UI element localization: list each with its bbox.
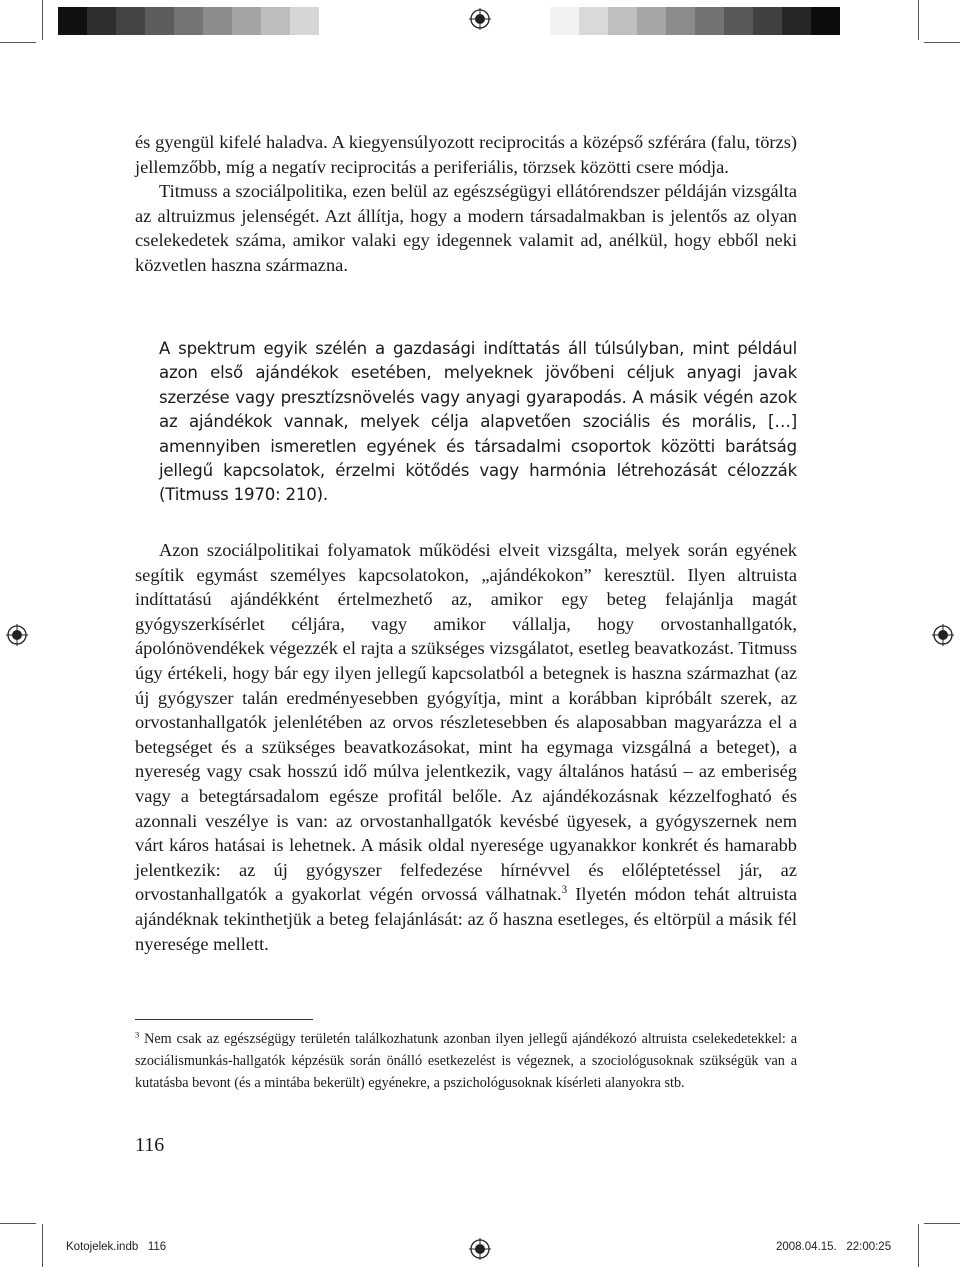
- color-swatch: [58, 7, 87, 35]
- color-swatch: [724, 7, 753, 35]
- footnote-number: 3: [135, 1029, 140, 1040]
- color-swatch: [666, 7, 695, 35]
- registration-mark-icon: [932, 624, 954, 646]
- registration-mark-icon: [469, 8, 491, 30]
- color-swatch: [174, 7, 203, 35]
- color-swatch: [753, 7, 782, 35]
- crop-mark: [42, 0, 43, 40]
- block-quote: A spektrum egyik szélén a gazdasági indíttatás áll túlsúlyban, mint például azon első ajándékok esetében, melyeknek jövőbeni céljuk anyagi javak szerzése vagy presztízsnövelés vagy anyagi gyarapodás. A másik végén azok az ajándékok vannak, melyek célja alapvetően szociális és morális, […] amennyiben ismeretlen egyének és társadalmi csoportok közötti barátság jellegű kapcsolatok, érzelmi kötődés vagy harmónia létrehozását célozzák (Titmuss 1970: 210).: [159, 339, 797, 505]
- crop-mark: [0, 42, 36, 43]
- crop-mark: [924, 42, 960, 43]
- slug-datetime: 2008.04.15. 22:00:25: [776, 1241, 892, 1253]
- registration-mark-icon: [6, 624, 28, 646]
- crop-mark: [918, 1224, 919, 1267]
- color-swatch: [116, 7, 145, 35]
- paragraph: és gyengül kifelé haladva. A kiegyensúlyozott reciprocitás a középső szférára (falu, törzs) jellemzőbb, míg a negatív reciprocitás a periferiális, törzsek közötti csere módja.: [135, 132, 797, 177]
- color-swatch: [319, 7, 348, 35]
- paragraph-text: Azon szociálpolitikai folyamatok működési elveit vizsgálta, melyek során egyének segítik egymást személyes kapcsolatokon, „ajándékokon” keresztül. Ilyen altruista indíttatású ajándékként értelmezhető az, amikor egy beteg felajánlja magát gyógyszerkísérlet céljára, vagy amikor vállalja, hogy orvostanhallgatók, ápolónövendékek végezzék el rajta a szükséges vizsgálatot, esetleg beavatkozást. Titmuss úgy értékeli, hogy bár egy ilyen jellegű kapcsolatból a betegnek is haszna származhat (az új gyógyszer talán eredményesebben gyógyítja, mint a korábban kipróbált szerek, az orvostanhallgatók jelenlétében az orvos részletesebben és alaposabban magyarázza el a betegséget és a szükséges beavatkozásokat, mint ha egymaga vizsgálná a beteget), a nyereség vagy csak hosszú idő múlva jelentkezik, vagy általános hatású – az emberiség vagy a betegtársadalom egésze profitál belőle. Az ajándékozásnak kézzelfogható és azonnali veszélye is van: az orvostanhallgatók kevésbé ügyesek, a gyógyszernek nem várt káros hatásai is lehetnek. A másik oldal nyeresége ugyanakkor konkrét és hamarabb jelentkezik: az új gyógyszer felfedezése hírnévvel és előléptetéssel jár, az orvostanhallgatók a gyakorlat végén orvossá válhatnak.: [135, 540, 797, 905]
- color-swatch: [290, 7, 319, 35]
- color-bar-right: [550, 7, 840, 35]
- color-bar-left: [58, 7, 348, 35]
- color-swatch: [232, 7, 261, 35]
- paragraph: [135, 538, 797, 956]
- color-swatch: [637, 7, 666, 35]
- registration-mark-icon: [469, 1238, 491, 1260]
- paragraph: Titmuss a szociálpolitika, ezen belül az egészségügyi ellátórendszer példáján vizsgálta az altruizmus jelenségét. Azt állítja, hogy a modern társadalmakban is jelentős az olyan cselekedetek száma, amikor valaki egy idegennek valamit ad, anélkül, hogy ebből neki közvetlen haszna származna.: [135, 181, 797, 275]
- color-swatch: [145, 7, 174, 35]
- color-swatch: [608, 7, 637, 35]
- color-swatch: [550, 7, 579, 35]
- body-text-main: [135, 538, 797, 956]
- page-number: 116: [135, 1134, 165, 1156]
- paragraph-text: Ilyetén módon tehát altruista ajándéknak tekinthetjük a beteg felajánlását: az ő haszna esetleges, és eltörpül a másik fél nyeresége mellett.: [135, 884, 797, 954]
- color-swatch: [695, 7, 724, 35]
- crop-mark: [924, 1223, 960, 1224]
- footnote-reference[interactable]: 3: [561, 884, 568, 897]
- color-swatch: [579, 7, 608, 35]
- crop-mark: [918, 0, 919, 40]
- footnote-rule: [135, 1019, 313, 1020]
- color-swatch: [782, 7, 811, 35]
- footnote-text: Nem csak az egészségügy területén találkozhatunk azonban ilyen jellegű ajándékozó altruista cselekedetekkel: a szociálismunkás-hallgatók képzésük során önálló esetkezelést is végeznek, a szociológusoknak szükségük van a kutatásba bevont (és a mintába bekerült) egyénekre, a pszichológusoknak kísérleti alanyokra stb.: [135, 1031, 797, 1091]
- crop-mark: [42, 1224, 43, 1267]
- color-swatch: [203, 7, 232, 35]
- color-swatch: [261, 7, 290, 35]
- color-swatch: [87, 7, 116, 35]
- crop-mark: [0, 1223, 36, 1224]
- slug-file: Kotojelek.indb 116: [66, 1241, 167, 1253]
- body-text-top: [135, 130, 797, 278]
- footnote: [135, 1028, 797, 1094]
- color-swatch: [811, 7, 840, 35]
